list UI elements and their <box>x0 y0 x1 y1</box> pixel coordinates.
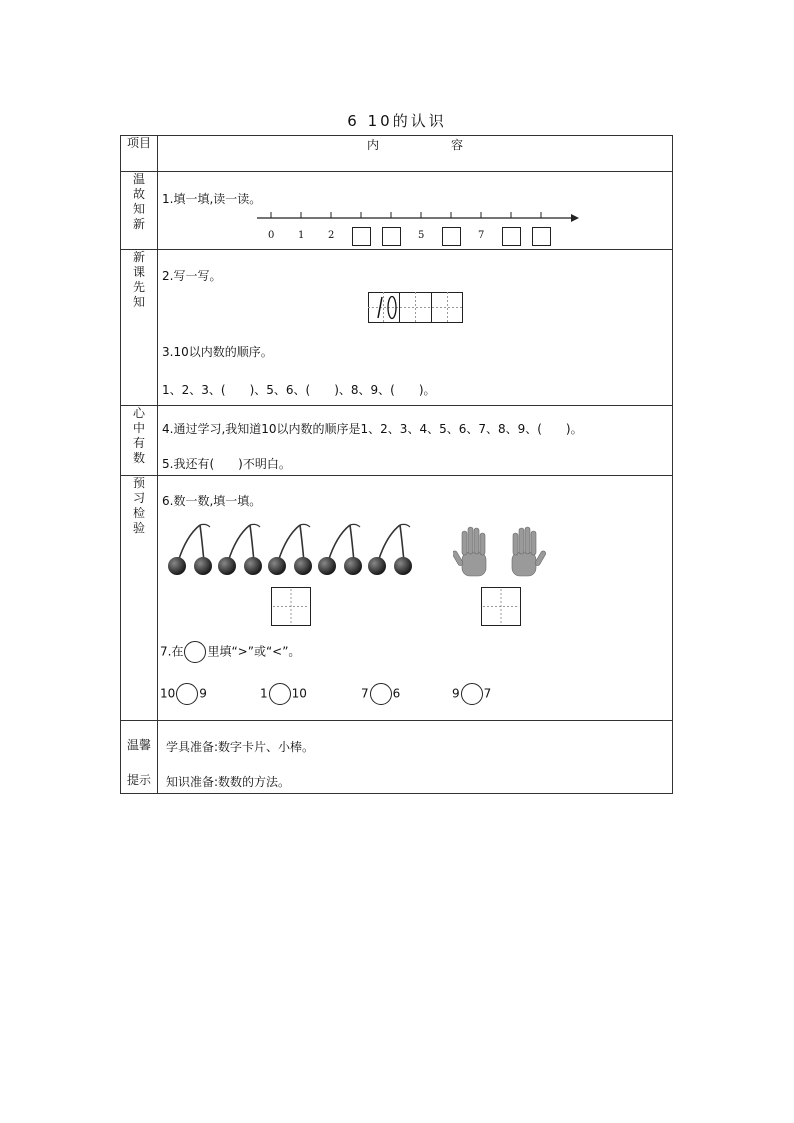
compare-item-2: 1 10 <box>260 683 307 705</box>
label-review: 温故知新 <box>121 172 158 250</box>
label-reflect: 心中有数 <box>121 406 158 476</box>
number-line-blank-box[interactable] <box>382 227 401 246</box>
compare-item-4: 9 7 <box>452 683 491 705</box>
compare-circle-sample <box>184 641 206 663</box>
answer-box-cherries[interactable] <box>271 587 313 627</box>
number-line-label: 5 <box>418 230 425 241</box>
cherry-pair <box>368 524 412 575</box>
page-title: 6 10的认识 <box>347 112 447 130</box>
number-line-label: 0 <box>268 230 275 241</box>
number-line <box>253 207 583 227</box>
tools-prep: 学具准备:数字卡片、小棒。 <box>166 740 315 754</box>
label-check: 预习检验 <box>121 476 158 721</box>
compare-item-3: 7 6 <box>361 683 400 705</box>
compare-circle-1[interactable] <box>176 683 198 705</box>
knowledge-prep: 知识准备:数数的方法。 <box>166 775 291 789</box>
compare-circle-3[interactable] <box>370 683 392 705</box>
check-content <box>158 476 673 721</box>
review-content <box>158 172 673 250</box>
question-3: 3.10以内数的顺序。 <box>162 345 273 359</box>
answer-box-hands[interactable] <box>481 587 523 627</box>
sequence-line: 1、2、3、( )、5、6、( )、8、9、( )。 <box>162 383 436 397</box>
number-line-blank-box[interactable] <box>532 227 551 246</box>
number-line-label: 7 <box>478 230 485 241</box>
label-preview: 新课先知 <box>121 250 158 406</box>
cherry-pair <box>168 524 212 575</box>
hands-illustration <box>453 526 548 578</box>
label-tips: 温馨 提示 <box>121 721 158 794</box>
compare-circle-2[interactable] <box>269 683 291 705</box>
number-line-blank-box[interactable] <box>442 227 461 246</box>
number-line-label: 2 <box>328 230 335 241</box>
reflect-content <box>158 406 673 476</box>
header-item-cell: 项目 <box>121 136 158 172</box>
tips-content <box>158 721 673 794</box>
writing-grid <box>368 292 464 324</box>
number-line-blank-box[interactable] <box>502 227 521 246</box>
cherry-pair <box>218 524 262 575</box>
question-6: 6.数一数,填一填。 <box>162 494 262 508</box>
number-line-label: 1 <box>298 230 305 241</box>
worksheet-table <box>120 135 673 794</box>
question-1: 1.填一填,读一读。 <box>162 192 262 206</box>
question-5: 5.我还有( )不明白。 <box>162 457 291 471</box>
question-7: 7.在 里填“>”或“<”。 <box>160 641 300 663</box>
number-line-blank-box[interactable] <box>352 227 371 246</box>
question-2: 2.写一写。 <box>162 269 222 283</box>
cherry-pair <box>318 524 362 575</box>
cherry-pair <box>268 524 312 575</box>
preview-content <box>158 250 673 406</box>
compare-circle-4[interactable] <box>461 683 483 705</box>
compare-item-1: 10 9 <box>160 683 207 705</box>
cherries-illustration <box>166 522 416 580</box>
question-4: 4.通过学习,我知道10以内数的顺序是1、2、3、4、5、6、7、8、9、( )。 <box>162 422 583 436</box>
header-content-cell: 内 容 <box>158 136 673 172</box>
